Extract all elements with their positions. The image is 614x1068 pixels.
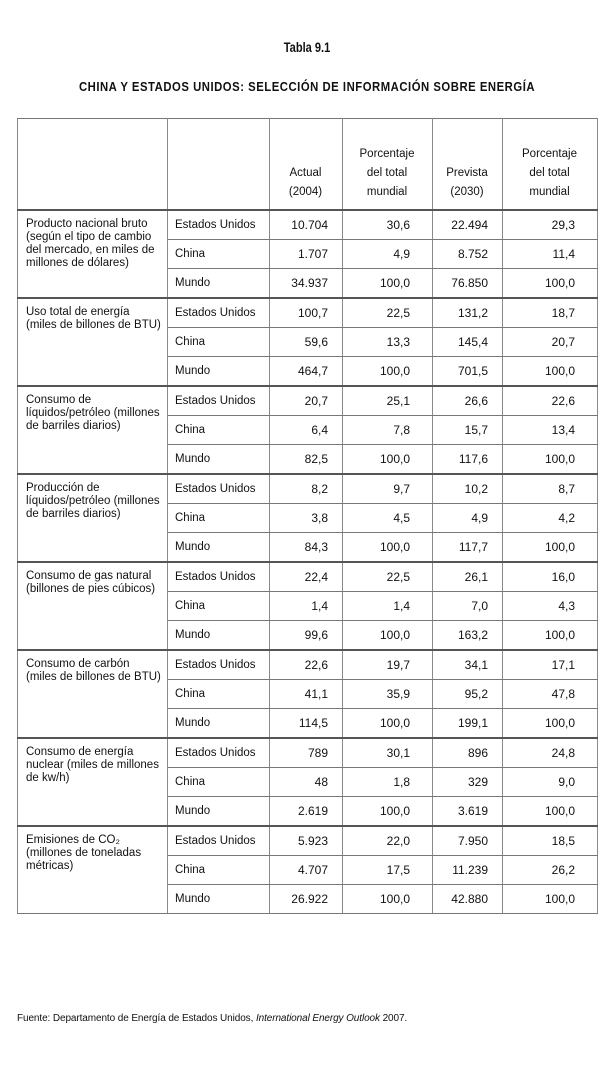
actual-2004-cell: 114,5 [270,709,343,739]
actual-2004-cell: 789 [270,738,343,768]
actual-2004-cell: 84,3 [270,533,343,563]
forecast-2030-cell: 117,6 [433,445,503,475]
actual-2004-cell: 6,4 [270,416,343,445]
actual-2004-cell: 34.937 [270,269,343,299]
pct-actual-cell: 100,0 [343,797,433,827]
pct-forecast-cell: 100,0 [503,357,598,387]
pct-forecast-cell: 8,7 [503,474,598,504]
source-note [17,1013,607,1024]
region-cell: Mundo [168,885,270,914]
actual-2004-cell: 4.707 [270,856,343,885]
pct-actual-cell: 100,0 [343,269,433,299]
forecast-2030-cell: 11.239 [433,856,503,885]
pct-actual-cell: 7,8 [343,416,433,445]
pct-forecast-cell: 100,0 [503,885,598,914]
pct-forecast-cell: 20,7 [503,328,598,357]
actual-2004-cell: 99,6 [270,621,343,651]
actual-2004-cell: 20,7 [270,386,343,416]
table-row [18,738,598,768]
source-publication: International Energy Outlook [255,1013,380,1024]
pct-forecast-cell: 4,3 [503,592,598,621]
indicator-label: Consumo de líquidos/petróleo (millones de barriles diarios) [18,386,168,474]
pct-actual-cell: 100,0 [343,445,433,475]
region-cell: Estados Unidos [168,386,270,416]
region-cell: Mundo [168,533,270,563]
forecast-2030-cell: 329 [433,768,503,797]
pct-actual-cell: 9,7 [343,474,433,504]
indicator-label: Consumo de energía nuclear (miles de millones de kw/h) [18,738,168,826]
region-cell: China [168,328,270,357]
region-cell: China [168,504,270,533]
region-cell: Estados Unidos [168,650,270,680]
forecast-2030-cell: 7.950 [433,826,503,856]
forecast-2030-cell: 131,2 [433,298,503,328]
pct-forecast-cell: 22,6 [503,386,598,416]
pct-actual-cell: 19,7 [343,650,433,680]
pct-forecast-cell: 9,0 [503,768,598,797]
table-row [18,474,598,504]
forecast-2030-cell: 95,2 [433,680,503,709]
pct-actual-cell: 30,1 [343,738,433,768]
forecast-2030-cell: 117,7 [433,533,503,563]
region-cell: Estados Unidos [168,826,270,856]
region-cell: Mundo [168,269,270,299]
pct-forecast-cell: 11,4 [503,240,598,269]
pct-forecast-cell: 29,3 [503,210,598,240]
region-cell: China [168,680,270,709]
pct-forecast-cell: 16,0 [503,562,598,592]
actual-2004-cell: 100,7 [270,298,343,328]
pct-actual-cell: 100,0 [343,621,433,651]
table-row [18,386,598,416]
table-row [18,298,598,328]
actual-2004-cell: 464,7 [270,357,343,387]
actual-2004-cell: 8,2 [270,474,343,504]
header-indicator [18,119,168,211]
forecast-2030-cell: 701,5 [433,357,503,387]
region-cell: China [168,240,270,269]
actual-2004-cell: 59,6 [270,328,343,357]
header-region [168,119,270,211]
pct-forecast-cell: 24,8 [503,738,598,768]
source-prefix: Fuente: Departamento de Energía de Estados Unidos, [17,1013,256,1024]
table-row [18,650,598,680]
forecast-2030-cell: 145,4 [433,328,503,357]
header-forecast-2030: Prevista (2030) [433,119,503,211]
forecast-2030-cell: 22.494 [433,210,503,240]
forecast-2030-cell: 26,1 [433,562,503,592]
region-cell: Estados Unidos [168,474,270,504]
pct-forecast-cell: 47,8 [503,680,598,709]
pct-actual-cell: 100,0 [343,709,433,739]
forecast-2030-cell: 15,7 [433,416,503,445]
region-cell: Estados Unidos [168,210,270,240]
actual-2004-cell: 41,1 [270,680,343,709]
actual-2004-cell: 2.619 [270,797,343,827]
forecast-2030-cell: 896 [433,738,503,768]
pct-actual-cell: 17,5 [343,856,433,885]
actual-2004-cell: 22,6 [270,650,343,680]
forecast-2030-cell: 3.619 [433,797,503,827]
indicator-label: Producción de líquidos/petróleo (millones de barriles diarios) [18,474,168,562]
region-cell: China [168,592,270,621]
pct-actual-cell: 22,5 [343,298,433,328]
table-row [18,210,598,240]
forecast-2030-cell: 163,2 [433,621,503,651]
pct-actual-cell: 13,3 [343,328,433,357]
region-cell: Mundo [168,445,270,475]
region-cell: Estados Unidos [168,298,270,328]
region-cell: Mundo [168,709,270,739]
actual-2004-cell: 26.922 [270,885,343,914]
forecast-2030-cell: 4,9 [433,504,503,533]
indicator-label: Uso total de energía (miles de billones de BTU) [18,298,168,386]
energy-data-table [17,118,598,914]
region-cell: Estados Unidos [168,738,270,768]
pct-actual-cell: 4,9 [343,240,433,269]
pct-forecast-cell: 100,0 [503,621,598,651]
pct-forecast-cell: 4,2 [503,504,598,533]
actual-2004-cell: 48 [270,768,343,797]
pct-actual-cell: 22,5 [343,562,433,592]
actual-2004-cell: 1.707 [270,240,343,269]
pct-forecast-cell: 100,0 [503,533,598,563]
pct-forecast-cell: 100,0 [503,709,598,739]
header-row [18,119,598,211]
actual-2004-cell: 82,5 [270,445,343,475]
table-body [18,210,598,914]
pct-actual-cell: 100,0 [343,885,433,914]
pct-actual-cell: 1,8 [343,768,433,797]
indicator-label: Emisiones de CO₂ (millones de toneladas métricas) [18,826,168,914]
header-pct-forecast: Porcentaje del total mundial [503,119,598,211]
pct-forecast-cell: 100,0 [503,797,598,827]
region-cell: Estados Unidos [168,562,270,592]
forecast-2030-cell: 7,0 [433,592,503,621]
region-cell: Mundo [168,797,270,827]
source-suffix: 2007. [379,1013,408,1024]
forecast-2030-cell: 76.850 [433,269,503,299]
table-row [18,562,598,592]
actual-2004-cell: 22,4 [270,562,343,592]
header-actual-2004: Actual (2004) [270,119,343,211]
pct-actual-cell: 22,0 [343,826,433,856]
region-cell: China [168,416,270,445]
forecast-2030-cell: 26,6 [433,386,503,416]
pct-forecast-cell: 100,0 [503,269,598,299]
forecast-2030-cell: 199,1 [433,709,503,739]
table-row [18,826,598,856]
actual-2004-cell: 1,4 [270,592,343,621]
pct-forecast-cell: 100,0 [503,445,598,475]
indicator-label: Producto nacional bruto (según el tipo de cambio del mercado, en miles de millones de dólares) [18,210,168,298]
forecast-2030-cell: 34,1 [433,650,503,680]
region-cell: China [168,768,270,797]
pct-actual-cell: 100,0 [343,533,433,563]
pct-forecast-cell: 26,2 [503,856,598,885]
table-subtitle: CHINA Y ESTADOS UNIDOS: SELECCIÓN DE INFORMACIÓN SOBRE ENERGÍA [78,79,536,94]
indicator-label: Consumo de carbón (miles de billones de BTU) [18,650,168,738]
actual-2004-cell: 3,8 [270,504,343,533]
table-title: Tabla 9.1 [283,40,331,55]
indicator-label: Consumo de gas natural (billones de pies cúbicos) [18,562,168,650]
pct-actual-cell: 30,6 [343,210,433,240]
pct-forecast-cell: 18,5 [503,826,598,856]
pct-actual-cell: 1,4 [343,592,433,621]
pct-forecast-cell: 13,4 [503,416,598,445]
pct-actual-cell: 25,1 [343,386,433,416]
actual-2004-cell: 5.923 [270,826,343,856]
header-pct-actual: Porcentaje del total mundial [343,119,433,211]
region-cell: Mundo [168,621,270,651]
region-cell: Mundo [168,357,270,387]
forecast-2030-cell: 8.752 [433,240,503,269]
forecast-2030-cell: 42.880 [433,885,503,914]
pct-actual-cell: 35,9 [343,680,433,709]
forecast-2030-cell: 10,2 [433,474,503,504]
pct-actual-cell: 4,5 [343,504,433,533]
pct-forecast-cell: 17,1 [503,650,598,680]
pct-forecast-cell: 18,7 [503,298,598,328]
pct-actual-cell: 100,0 [343,357,433,387]
actual-2004-cell: 10.704 [270,210,343,240]
region-cell: China [168,856,270,885]
